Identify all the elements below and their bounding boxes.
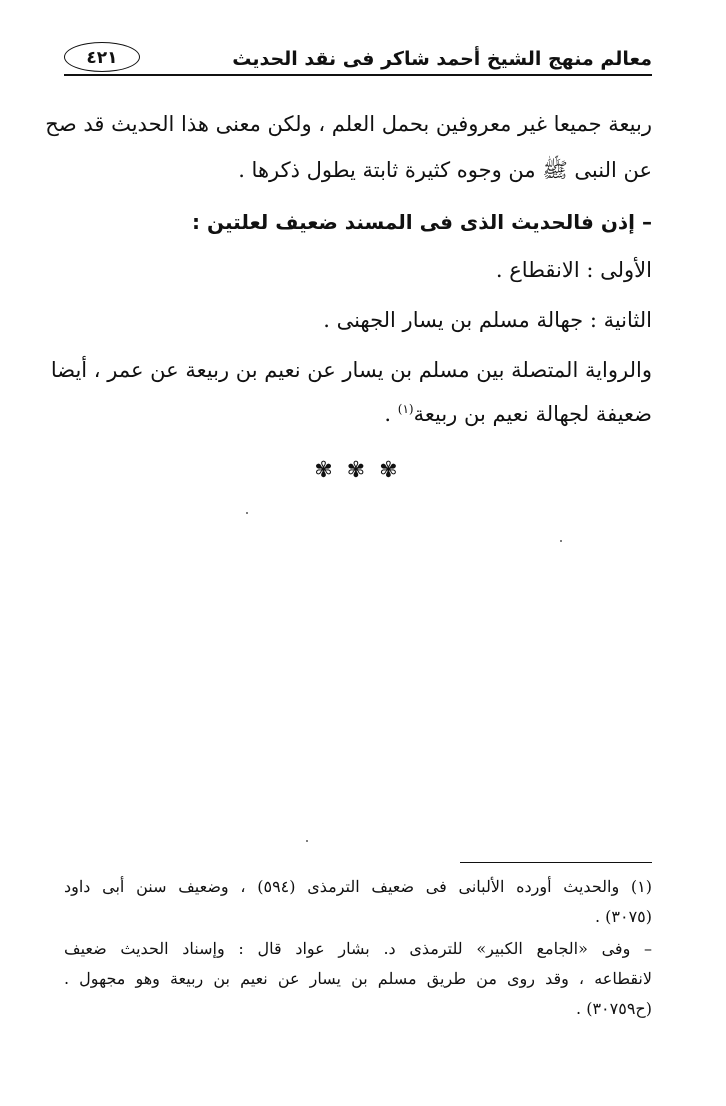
body-line-2: عن النبى ﷺ من وجوه كثيرة ثابتة يطول ذكرها . xyxy=(238,158,652,182)
second-defect: الثانية : جهالة مسلم بن يسار الجهنى . xyxy=(323,308,652,332)
page-number-badge: ٤٢١ xyxy=(64,42,140,72)
section-ornament: ✾✾✾ xyxy=(314,458,412,483)
body-line-6: والرواية المتصلة بين مسلم بن يسار عن نعيم بن ربيعة عن عمر ، أيضا xyxy=(50,358,652,382)
footnote-ref-1: (١) xyxy=(397,402,414,416)
footnote-1-line-5: (ح٣٠٧٥٩) . xyxy=(576,999,652,1018)
body-line-7-text: ضعيفة لجهالة نعيم بن ربيعة xyxy=(413,402,652,426)
body-line-7-period: . xyxy=(384,402,392,426)
first-defect: الأولى : الانقطاع . xyxy=(495,258,652,282)
running-header-title: معالم منهج الشيخ أحمد شاكر فى نقد الحديث xyxy=(232,48,652,70)
header-rule xyxy=(64,74,652,76)
footnote-1-line-3: – وفى «الجامع الكبير» للترمذى د. بشار عواد قال : وإسناد الحديث ضعيف xyxy=(64,939,652,958)
footnote-separator xyxy=(460,862,652,863)
body-line-1: ربيعة جميعا غير معروفين بحمل العلم ، ولكن معنى هذا الحديث قد صح xyxy=(45,112,652,136)
scan-speck xyxy=(560,540,562,542)
footnote-1-line-4: لانقطاعه ، وقد روى من طريق مسلم بن يسار عن نعيم بن ربيعة وهو مجهول . xyxy=(64,969,652,988)
footnote-1-line-1: (١) والحديث أورده الألبانى فى ضعيف الترمذى (٥٩٤) ، وضعيف سنن أبى داود xyxy=(64,877,653,896)
footnote-1-line-2: (٣٠٧٥) . xyxy=(594,907,652,926)
scan-speck xyxy=(246,512,248,514)
scan-speck xyxy=(306,840,308,842)
conclusion-heading: – إذن فالحديث الذى فى المسند ضعيف لعلتين : xyxy=(192,210,652,234)
body-line-7 xyxy=(384,394,652,434)
